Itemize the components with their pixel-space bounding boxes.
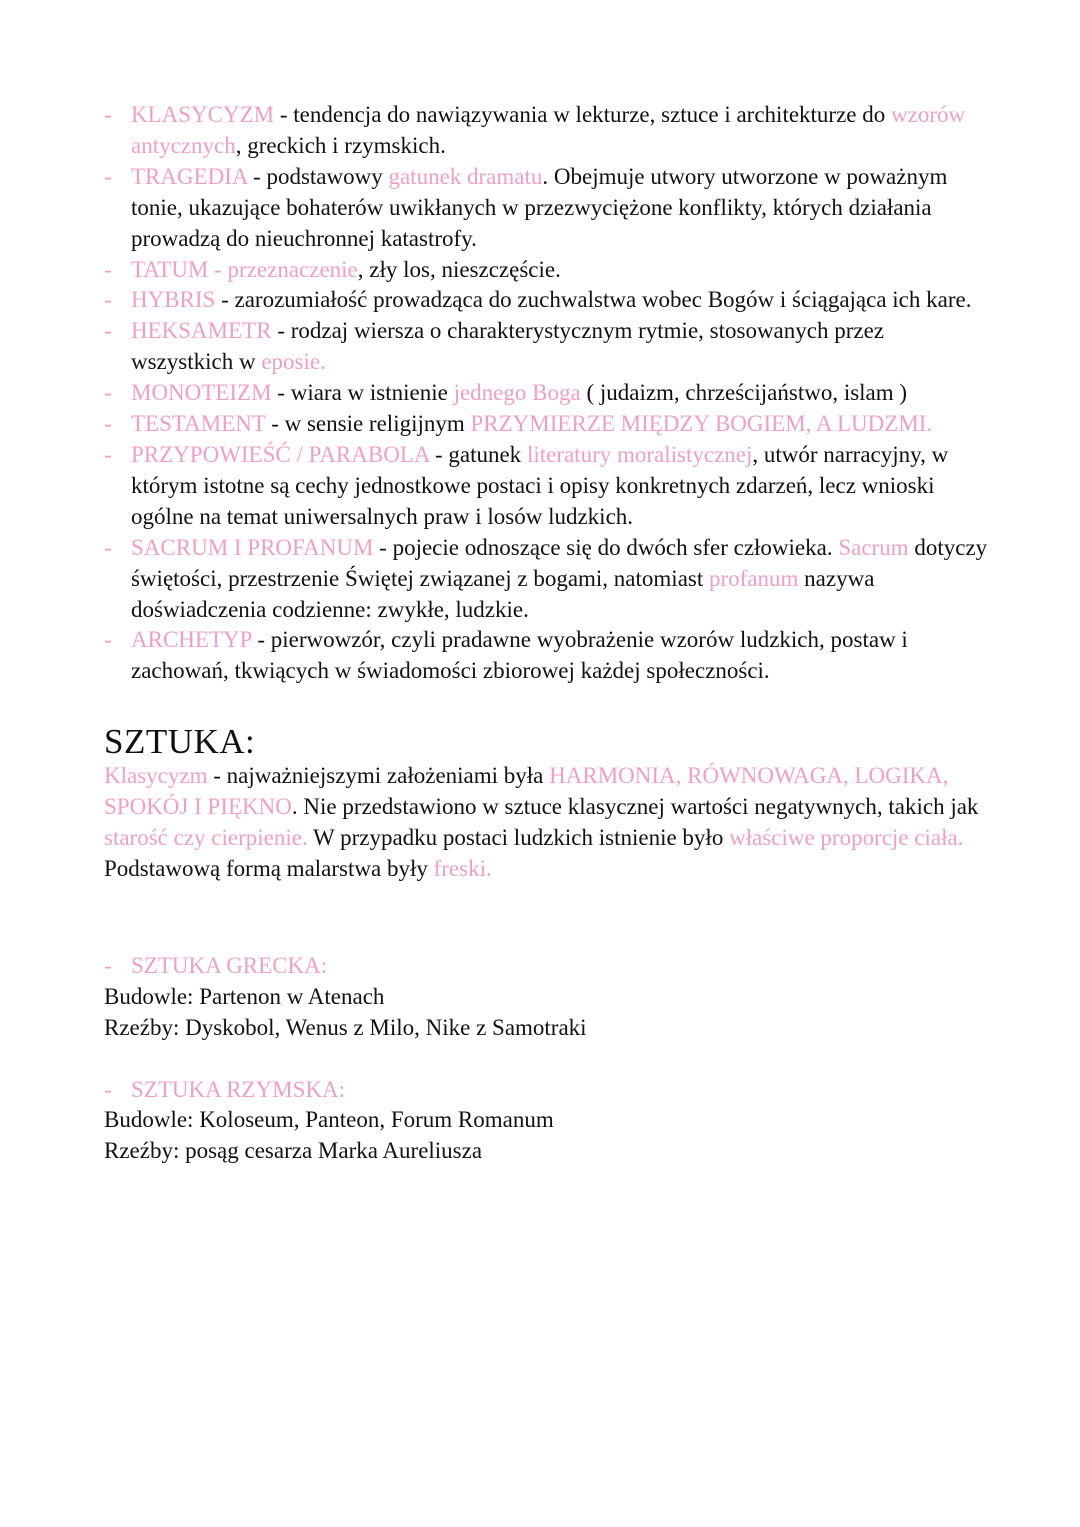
body-text: . Obejmuje utwory utworzone w poważnym tonie, ukazujące bohaterów uwikłanych w przezwyciężone konflikty, których działania prowadzą do nieuchronnej katastrofy.	[131, 163, 948, 251]
list-dash: -	[104, 318, 112, 344]
roman-art-section	[104, 1075, 990, 1168]
highlighted-text: profanum	[709, 565, 799, 591]
highlighted-text: właściwe proporcje ciała.	[729, 825, 964, 851]
list-dash: -	[104, 411, 112, 437]
highlighted-text: HYBRIS	[131, 287, 216, 313]
highlighted-text: HEKSAMETR	[131, 318, 272, 344]
greek-art-section	[104, 951, 990, 1044]
glossary-item	[104, 316, 990, 378]
list-dash: -	[104, 163, 112, 189]
glossary-item	[104, 533, 990, 626]
glossary-item	[104, 409, 990, 440]
highlighted-text: literatury moralistycznej	[526, 441, 753, 467]
highlighted-text: TESTAMENT	[131, 411, 266, 437]
list-dash: -	[104, 534, 112, 560]
roman-art-heading	[104, 1075, 990, 1106]
list-dash: -	[104, 1076, 112, 1102]
glossary-item	[104, 625, 990, 687]
highlighted-text: eposie.	[261, 349, 326, 375]
list-dash: -	[104, 256, 112, 282]
body-text: - rodzaj wiersza o charakterystycznym rytmie, stosowanych przez wszystkich w	[131, 318, 885, 375]
highlighted-text: ARCHETYP	[131, 627, 252, 653]
list-dash: -	[104, 102, 112, 127]
highlighted-text: gatunek dramatu	[388, 163, 543, 189]
body-text: - pojecie odnoszące się do dwóch sfer człowieka.	[373, 534, 839, 560]
glossary-item	[104, 100, 990, 162]
greek-art-heading	[104, 951, 990, 982]
greek-sculptures: Rzeźby: Dyskobol, Wenus z Milo, Nike z Samotraki	[104, 1014, 587, 1040]
glossary-item	[104, 378, 990, 409]
highlighted-text: jednego Boga	[453, 380, 581, 406]
highlighted-text: wzorów antycznych	[131, 102, 966, 158]
body-text: - w sensie religijnym	[265, 411, 471, 437]
highlighted-text: PRZYMIERZE MIĘDZY BOGIEM, A LUDZMI.	[470, 411, 933, 437]
section-title-sztuka: SZTUKA:	[104, 722, 256, 762]
highlighted-text: TATUM - przeznaczenie	[131, 256, 358, 282]
greek-buildings: Budowle: Partenon w Atenach	[104, 983, 385, 1009]
greek-art-heading-text: SZTUKA GRECKA:	[131, 952, 328, 978]
list-dash: -	[104, 441, 112, 467]
body-text: , utwór narracyjny, w którym istotne są cechy jednostkowe postaci i opisy konkretnych zdarzeń, lecz wnioski ogólne na temat uniwersalnych praw i losów ludzkich.	[131, 441, 949, 529]
glossary-item	[104, 255, 990, 286]
highlighted-text: KLASYCYZM	[131, 102, 275, 127]
body-text: - najważniejszymi założeniami była	[207, 763, 550, 789]
list-dash: -	[104, 287, 112, 313]
body-text: - pierwowzór, czyli pradawne wyobrażenie wzorów ludzkich, postaw i zachowań, tkwiących w świadomości zbiorowej każdej społeczności.	[131, 627, 908, 684]
highlighted-text: HARMONIA, RÓWNOWAGA, LOGIKA, SPOKÓJ I PIĘKNO	[104, 763, 949, 820]
highlighted-text: freski.	[433, 855, 492, 881]
roman-art-heading-text: SZTUKA RZYMSKA:	[131, 1076, 346, 1102]
body-text: dotyczy świętości, przestrzenie Świętej związanej z bogami, natomiast	[131, 534, 988, 591]
body-text: - wiara w istnienie	[271, 380, 454, 406]
body-text: ( judaizm, chrześcijaństwo, islam )	[580, 380, 908, 406]
body-text: - tendencja do nawiązywania w lekturze, sztuce i architekturze do	[274, 102, 892, 127]
roman-sculptures: Rzeźby: posąg cesarza Marka Aureliusza	[104, 1138, 483, 1164]
glossary-item	[104, 440, 990, 533]
body-text: W przypadku postaci ludzkich istnienie było	[307, 825, 730, 851]
body-text: , zły los, nieszczęście.	[357, 256, 561, 282]
highlighted-text: MONOTEIZM	[131, 380, 272, 406]
glossary-item	[104, 162, 990, 255]
body-text: . Nie przedstawiono w sztuce klasycznej wartości negatywnych, takich jak	[291, 794, 979, 820]
glossary-list	[104, 100, 990, 687]
highlighted-text: SACRUM I PROFANUM	[131, 534, 374, 560]
highlighted-text: Sacrum	[838, 534, 909, 560]
body-text: nazywa doświadczenia codzienne: zwykłe, ludzkie.	[131, 565, 875, 622]
highlighted-text: starość czy cierpienie.	[104, 825, 308, 851]
glossary-item	[104, 285, 990, 316]
body-text: - gatunek	[429, 441, 527, 467]
list-dash: -	[104, 627, 112, 653]
highlighted-text: TRAGEDIA	[131, 163, 248, 189]
list-dash: -	[104, 952, 112, 978]
list-dash: -	[104, 380, 112, 406]
body-text: Podstawową formą malarstwa były	[104, 855, 434, 881]
sztuka-paragraph	[104, 761, 990, 885]
body-text: - zarozumiałość prowadząca do zuchwalstwa wobec Bogów i ściągająca ich kare.	[215, 287, 972, 313]
highlighted-text: PRZYPOWIEŚĆ / PARABOLA	[131, 441, 430, 467]
roman-buildings: Budowle: Koloseum, Panteon, Forum Romanum	[104, 1107, 554, 1133]
body-text: - podstawowy	[247, 163, 389, 189]
body-text: , greckich i rzymskich.	[235, 132, 446, 158]
highlighted-text: Klasycyzm	[104, 763, 208, 789]
